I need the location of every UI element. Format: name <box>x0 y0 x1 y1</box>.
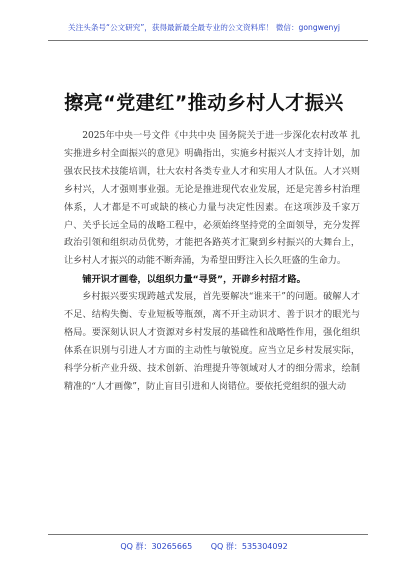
document-body <box>64 128 360 397</box>
document-title: 擦亮“党建红”推动乡村人才振兴 <box>64 92 344 114</box>
qq-group-1: QQ 群：30265665 <box>120 542 193 551</box>
footer-divider <box>48 534 368 535</box>
paragraph: 乡村振兴要实现跨越式发展，首先要解决“谁来干”的问题。破解人才不足、结构失衡、专业短板等瓶颈，离不开主动识才、善于识才的眼光与格局。要深刻认识人才资源对乡村发展的基础性和战略性作用，强化组织体系在识别与引进人才方面的主动性与敏锐度。应当立足乡村发展实际，科学分析产业升级、技术创新、治理提升等领域对人才的细分需求，绘制精准的“人才画像”，防止盲目引进和人岗错位。要依托党组织的强大动 <box>64 292 360 392</box>
header-banner: 关注头条号“公文研究”，获得最新最全最专业的公文资料库！ 微信：gongwenyj <box>68 23 340 32</box>
footer <box>0 541 408 552</box>
section-heading: 铺开识才画卷，以组织力量“寻贤”，开辟乡村招才路。 <box>82 274 306 286</box>
paragraph: 2025年中央一号文件《中共中央 国务院关于进一步深化农村改革 扎实推进乡村全面振兴的意见》明确指出，实施乡村振兴人才支持计划，加强农民技术技能培训，壮大农村各类专业人才和实用人才队伍。人才兴则乡村兴，人才强则事业强。无论是推进现代农业发展，还是完善乡村治理体系，人才都是不可或缺的核心力量与决定性因素。在这项涉及千家万户、关乎长远全局的战略工程中，必须始终坚持党的全面领导，充分发挥政治引领和组织动员优势，才能把各路英才汇聚到乡村振兴的大舞台上，让乡村人才振兴的动能不断奔涌，为希望田野注入长久旺盛的生命力。 <box>64 131 360 267</box>
header-divider <box>48 40 368 41</box>
qq-group-2: QQ 群：535304092 <box>210 542 288 551</box>
